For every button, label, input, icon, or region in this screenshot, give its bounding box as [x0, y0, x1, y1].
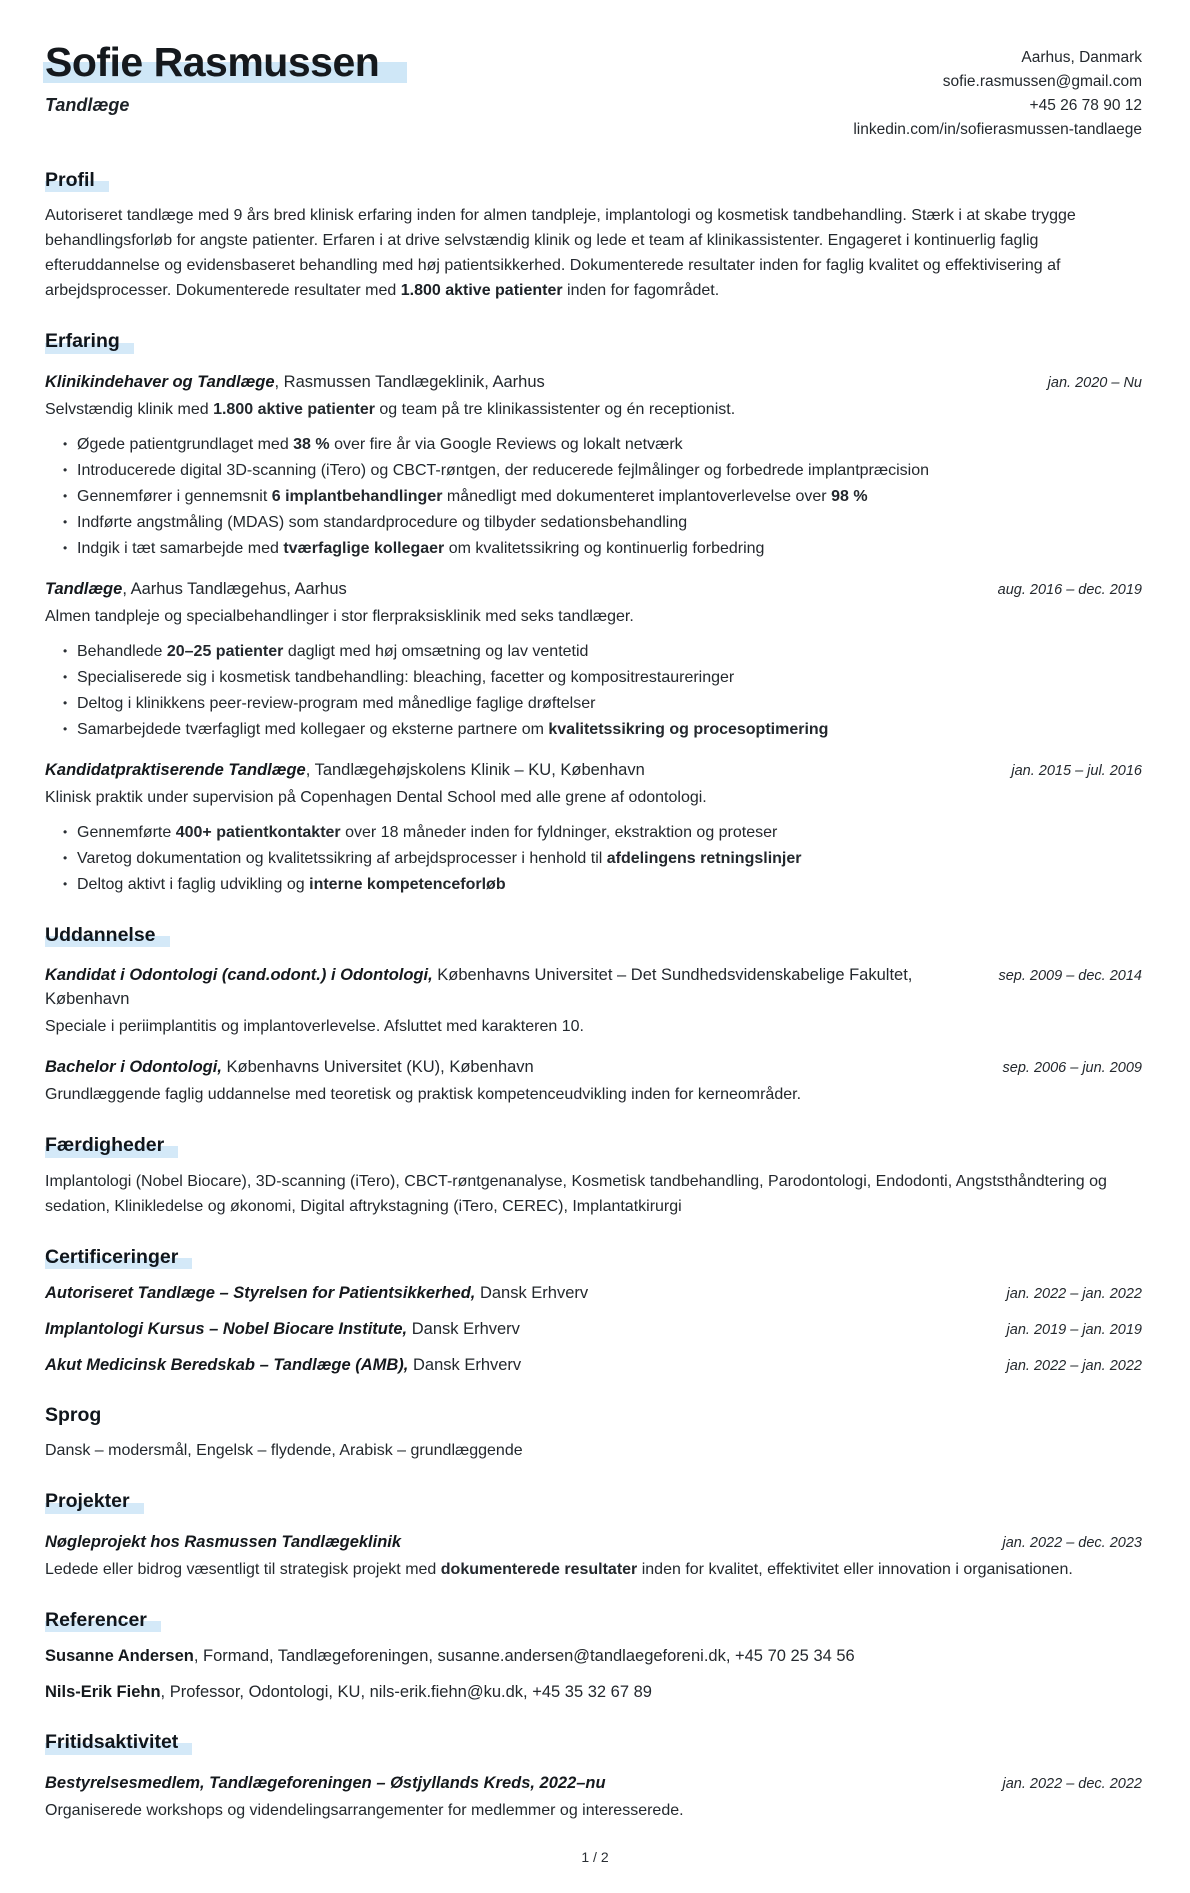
education-date: sep. 2006 – jun. 2009 — [1002, 1060, 1142, 1077]
heading-referencer: Referencer — [45, 1608, 147, 1631]
project-head — [45, 1530, 1142, 1554]
education-description: Speciale i periimplantitis og implantoverlevelse. Afsluttet med karakteren 10. — [45, 1018, 584, 1036]
certification-issuer: Dansk Erhverv — [408, 1355, 522, 1374]
cv-header — [45, 40, 1142, 142]
section-sprog — [45, 1404, 1142, 1463]
contact-phone: +45 26 78 90 12 — [1029, 97, 1142, 114]
section-profil — [45, 169, 1142, 303]
activity-title-line — [45, 1771, 606, 1795]
certification-row — [45, 1281, 1142, 1305]
job-entry — [45, 370, 1142, 561]
job-title-line — [45, 758, 645, 782]
reference-row — [45, 1644, 1142, 1668]
section-projekter — [45, 1490, 1142, 1581]
bullet-item: • Behandlede 20–25 patienter dagligt med høj omsætning og lav ventetid — [63, 639, 1142, 664]
job-company: , Aarhus Tandlægehus, Aarhus — [122, 579, 347, 598]
job-summary: Klinisk praktik under supervision på Copenhagen Dental School med alle grene af odontologi. — [45, 788, 707, 806]
job-bullets — [45, 639, 1142, 742]
job-summary: Selvstændig klinik med 1.800 aktive patienter og team på tre klinikassistenter og én receptionist. — [45, 400, 736, 418]
section-erfaring — [45, 330, 1142, 896]
job-title: Klinikindehaver og Tandlæge — [45, 372, 275, 391]
skills-text: Implantologi (Nobel Biocare), 3D-scanning (iTero), CBCT-røntgenanalyse, Kosmetisk tandbehandling, Parodontologi, Endodonti, Angststhåndtering og sedation, Klinikledelse og økonomi, Digital aftrykstagning (iTero, CEREC), Implantatkirurgi — [45, 1172, 1107, 1215]
job-company: , Rasmussen Tandlægeklinik, Aarhus — [274, 372, 545, 391]
certification-title: Implantologi Kursus – Nobel Biocare Institute, — [45, 1319, 408, 1338]
certification-title-line — [45, 1281, 588, 1305]
job-date: jan. 2015 – jul. 2016 — [1011, 762, 1142, 779]
education-date: sep. 2009 – dec. 2014 — [998, 968, 1142, 985]
education-school: Københavns Universitet (KU), København — [221, 1058, 534, 1077]
bullet-item: • Introducerede digital 3D-scanning (iTero) og CBCT-røntgen, der reducerede fejlmålinger og forbedrede implantpræcision — [63, 458, 1142, 483]
reference-details: , Formand, Tandlægeforeningen, susanne.andersen@tandlaegeforeni.dk, +45 70 25 34 56 — [193, 1647, 855, 1666]
section-fritidsaktivitet — [45, 1731, 1142, 1822]
contact-location: Aarhus, Danmark — [1021, 49, 1142, 66]
job-bullets — [45, 820, 1142, 897]
certification-row — [45, 1353, 1142, 1377]
contact-block — [853, 40, 1142, 142]
bullet-item: • Samarbejdede tværfagligt med kollegaer og eksterne partnere om kvalitetssikring og procesoptimering — [63, 717, 1142, 742]
bullet-item: • Øgede patientgrundlaget med 38 % over fire år via Google Reviews og lokalt netværk — [63, 432, 1142, 457]
job-date: jan. 2020 – Nu — [1047, 374, 1142, 391]
identity-block — [45, 40, 379, 116]
bullet-item: • Indgik i tæt samarbejde med tværfaglige kollegaer om kvalitetssikring og kontinuerlig forbedring — [63, 536, 1142, 561]
job-bullets — [45, 432, 1142, 561]
project-title: Nøgleprojekt hos Rasmussen Tandlægeklinik — [45, 1532, 402, 1551]
activity-head — [45, 1771, 1142, 1795]
education-head — [45, 963, 1142, 1011]
job-title: Tandlæge — [45, 579, 123, 598]
job-entry — [45, 577, 1142, 742]
heading-faerdigheder: Færdigheder — [45, 1134, 165, 1157]
job-entry — [45, 758, 1142, 897]
bullet-item: • Gennemfører i gennemsnit 6 implantbehandlinger månedligt med dokumenteret implantoverlevelse over 98 % — [63, 484, 1142, 509]
bullet-item: • Deltog aktivt i faglig udvikling og interne kompetenceforløb — [63, 872, 1142, 897]
heading-fritidsaktivitet: Fritidsaktivitet — [45, 1731, 179, 1754]
bullet-item: • Specialiserede sig i kosmetisk tandbehandling: bleaching, facetter og kompositrestaureringer — [63, 665, 1142, 690]
education-title-line — [45, 1055, 534, 1079]
job-company: , Tandlægehøjskolens Klinik – KU, København — [305, 760, 645, 779]
project-description: Ledede eller bidrog væsentligt til strategisk projekt med dokumenterede resultater inden for kvalitet, effektivitet eller innovation i organisationen. — [45, 1560, 1073, 1578]
bullet-item: • Gennemførte 400+ patientkontakter over 18 måneder inden for fyldninger, ekstraktion og proteser — [63, 820, 1142, 845]
heading-erfaring: Erfaring — [45, 330, 120, 353]
reference-name: Nils-Erik Fiehn — [45, 1683, 161, 1702]
heading-certificeringer: Certificeringer — [45, 1245, 179, 1268]
reference-name: Susanne Andersen — [45, 1647, 194, 1666]
languages-text: Dansk – modersmål, Engelsk – flydende, Arabisk – grundlæggende — [45, 1442, 523, 1460]
education-entry — [45, 963, 1142, 1039]
certification-issuer: Dansk Erhverv — [407, 1319, 520, 1338]
job-head — [45, 577, 1142, 601]
section-faerdigheder — [45, 1134, 1142, 1218]
heading-sprog: Sprog — [45, 1403, 102, 1426]
activity-entry — [45, 1771, 1142, 1823]
certification-title: Akut Medicinsk Beredskab – Tandlæge (AMB), — [45, 1355, 409, 1374]
job-title-line — [45, 370, 545, 394]
job-date: aug. 2016 – dec. 2019 — [997, 581, 1142, 598]
education-degree: Bachelor i Odontologi, — [45, 1058, 222, 1077]
person-name: Sofie Rasmussen — [45, 39, 380, 85]
profil-text: Autoriseret tandlæge med 9 års bred klinisk erfaring inden for almen tandpleje, implantologi og kosmetisk tandbehandling. Stærk i at skabe trygge behandlingsforløb for angste patienter. Erfaren i at drive selvstændig klinik og lede et team af klinikassistenter. Engageret i kontinuerlig faglig efteruddannelse og evidensbaseret behandling med høj patientsikkerhed. Dokumenterede resultater inden for faglig kvalitet og effektivisering af arbejdsprocesser. Dokumenterede resultater med 1.800 aktive patienter inden for fagområdet. — [45, 207, 1076, 300]
certification-date: jan. 2022 – jan. 2022 — [1006, 1357, 1142, 1374]
certification-date: jan. 2022 – jan. 2022 — [1006, 1285, 1142, 1302]
education-school: Københavns Universitet – Det Sundhedsvidenskabelige Fakultet, København — [45, 966, 913, 1009]
job-head — [45, 370, 1142, 394]
education-title-line — [45, 963, 978, 1011]
activity-title: Bestyrelsesmedlem, Tandlægeforeningen – Østjyllands Kreds, 2022–nu — [45, 1773, 606, 1792]
certification-title: Autoriseret Tandlæge – Styrelsen for Patientsikkerhed, — [45, 1283, 476, 1302]
section-certificeringer — [45, 1246, 1142, 1377]
contact-email: sofie.rasmussen@gmail.com — [942, 73, 1142, 90]
education-entry — [45, 1055, 1142, 1107]
heading-profil: Profil — [45, 169, 95, 191]
certification-title-line — [45, 1317, 520, 1341]
education-head — [45, 1055, 1142, 1079]
person-role: Tandlæge — [45, 94, 130, 115]
reference-details: , Professor, Odontologi, KU, nils-erik.fiehn@ku.dk, +45 35 32 67 89 — [160, 1683, 652, 1702]
job-head — [45, 758, 1142, 782]
contact-linkedin: linkedin.com/in/sofierasmussen-tandlaege — [853, 121, 1142, 138]
job-title: Kandidatpraktiserende Tandlæge — [45, 760, 306, 779]
activity-date: jan. 2022 – dec. 2022 — [1002, 1775, 1142, 1792]
education-description: Grundlæggende faglig uddannelse med teoretisk og praktisk kompetenceudvikling inden for kerneområder. — [45, 1086, 802, 1104]
bullet-item: • Indførte angstmåling (MDAS) som standardprocedure og tilbyder sedationsbehandling — [63, 510, 1142, 535]
job-title-line — [45, 577, 347, 601]
certification-title-line — [45, 1353, 521, 1377]
certification-date: jan. 2019 – jan. 2019 — [1006, 1321, 1142, 1338]
section-referencer — [45, 1609, 1142, 1704]
reference-row — [45, 1680, 1142, 1704]
project-title-line — [45, 1530, 401, 1554]
heading-projekter: Projekter — [45, 1490, 130, 1513]
section-uddannelse — [45, 924, 1142, 1107]
project-entry — [45, 1530, 1142, 1582]
heading-uddannelse: Uddannelse — [45, 923, 156, 946]
certification-issuer: Dansk Erhverv — [475, 1283, 589, 1302]
education-degree: Kandidat i Odontologi (cand.odont.) i Odontologi, — [45, 966, 433, 985]
certification-row — [45, 1317, 1142, 1341]
bullet-item: • Deltog i klinikkens peer-review-program med månedlige faglige drøftelser — [63, 691, 1142, 716]
activity-description: Organiserede workshops og videndelingsarrangementer for medlemmer og interesserede. — [45, 1801, 684, 1819]
page-number: 1 / 2 — [581, 1848, 609, 1865]
job-summary: Almen tandpleje og specialbehandlinger i stor flerpraksisklinik med seks tandlæger. — [45, 607, 634, 625]
project-date: jan. 2022 – dec. 2023 — [1002, 1534, 1142, 1551]
bullet-item: • Varetog dokumentation og kvalitetssikring af arbejdsprocesser i henhold til afdelingens retningslinjer — [63, 846, 1142, 871]
